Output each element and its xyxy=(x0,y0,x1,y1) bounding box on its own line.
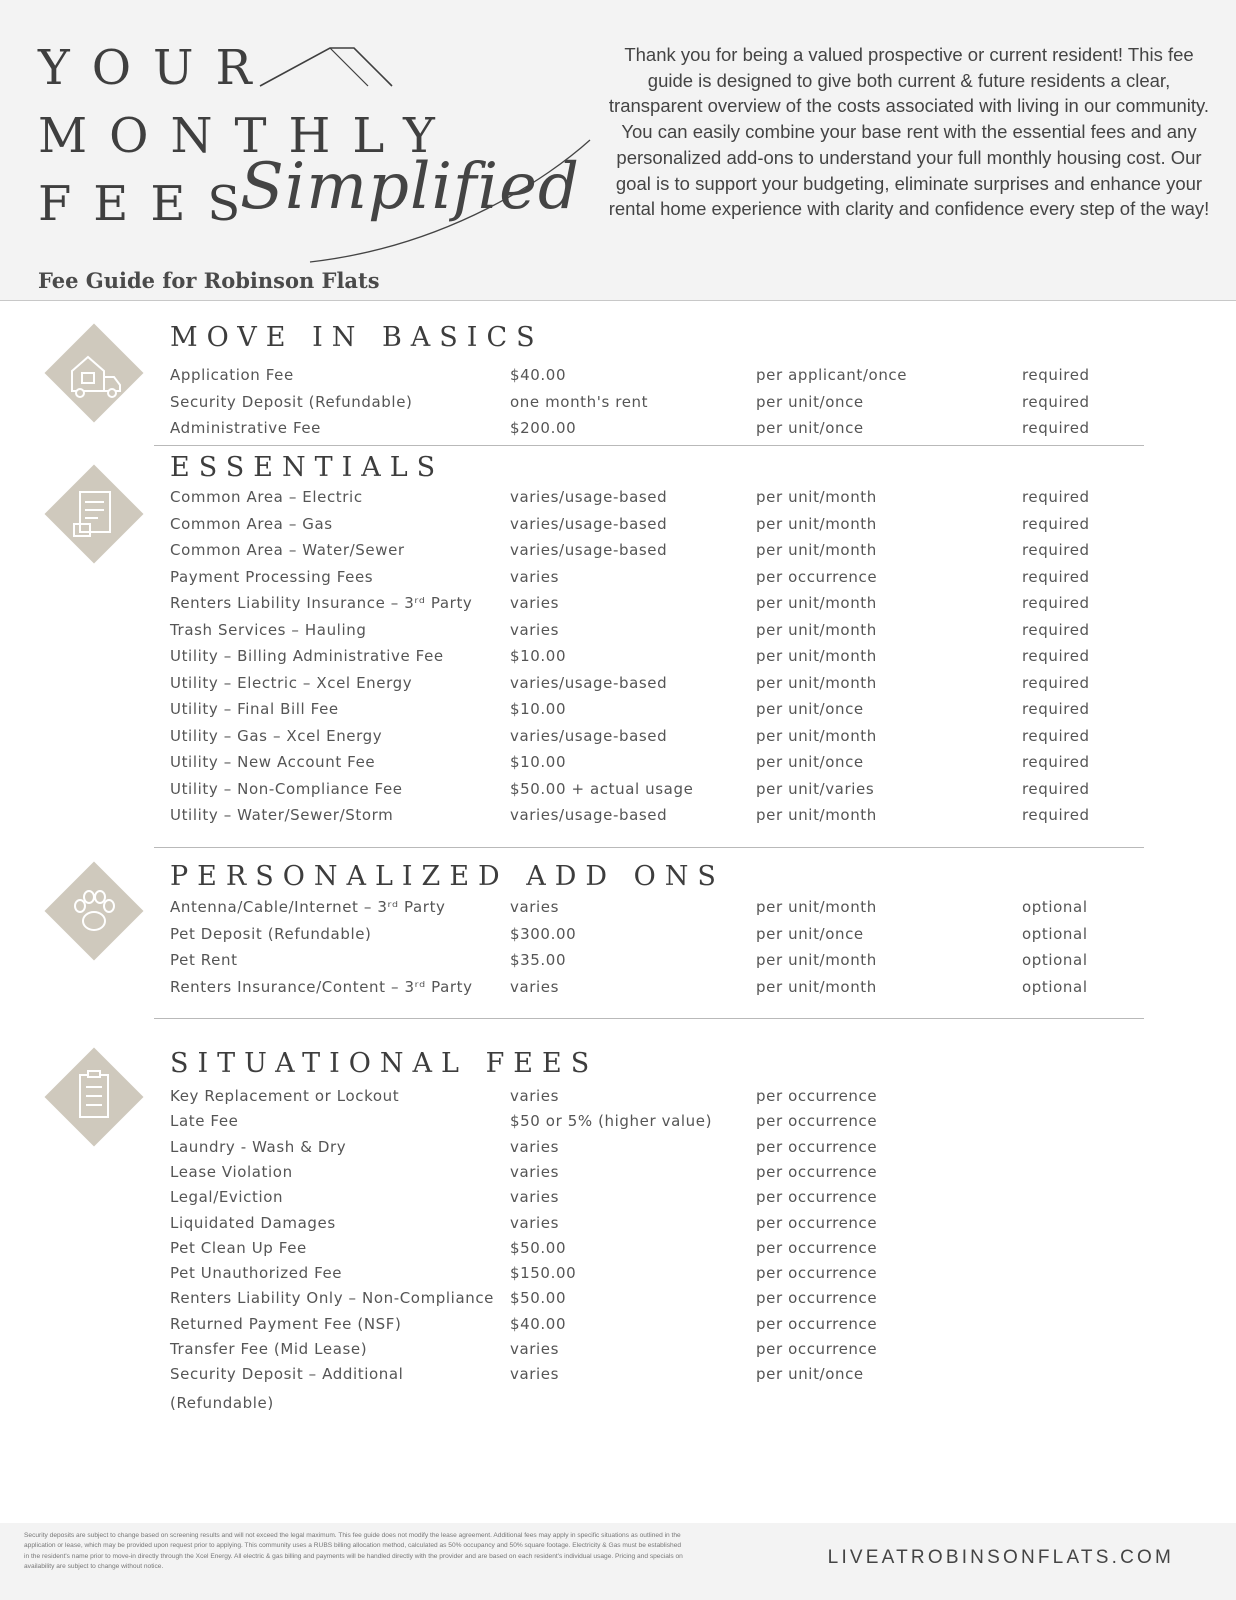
row-amount: varies xyxy=(510,620,560,639)
row-amount: $200.00 xyxy=(510,419,577,437)
row-requirement: required xyxy=(1022,726,1090,745)
row-amount: $10.00 xyxy=(510,647,567,665)
table-row xyxy=(170,1112,1100,1134)
table-row xyxy=(170,1289,1100,1311)
table-row xyxy=(170,674,1100,696)
table-row xyxy=(170,1365,1100,1387)
row-frequency: per occurrence xyxy=(756,1137,878,1156)
row-frequency: per unit/month xyxy=(756,951,877,969)
table-row xyxy=(170,488,1100,510)
row-frequency: per occurrence xyxy=(756,1314,878,1333)
row-frequency: per unit/once xyxy=(756,1365,864,1384)
row-amount: varies/usage-based xyxy=(510,514,668,533)
row-frequency: per unit/month xyxy=(756,726,877,745)
row-requirement: required xyxy=(1022,753,1090,771)
section-title-situational: SITUATIONAL FEES xyxy=(170,1048,599,1079)
website-link[interactable]: LIVEATROBINSONFLATS.COM xyxy=(827,1547,1174,1568)
row-frequency: per unit/varies xyxy=(756,779,875,798)
row-frequency: per unit/once xyxy=(756,392,864,411)
row-requirement: required xyxy=(1022,392,1090,411)
table-row xyxy=(170,594,1100,616)
table-row xyxy=(170,1264,1100,1286)
row-requirement: required xyxy=(1022,541,1090,559)
row-requirement: required xyxy=(1022,700,1090,718)
row-name: Antenna/Cable/Internet – 3ʳᵈ Party xyxy=(170,898,446,916)
row-amount: varies xyxy=(510,1162,560,1181)
row-frequency: per unit/month xyxy=(756,514,877,533)
table-row xyxy=(170,1214,1100,1236)
row-frequency: per unit/once xyxy=(756,924,864,943)
table-row xyxy=(170,1239,1100,1261)
table-row xyxy=(170,515,1100,537)
table-row xyxy=(170,925,1100,947)
row-frequency: per occurrence xyxy=(756,1213,878,1232)
row-amount: varies xyxy=(510,567,560,586)
section-title-addons: PERSONALIZED ADD ONS xyxy=(170,861,725,892)
row-frequency: per occurrence xyxy=(756,1289,878,1308)
row-requirement: optional xyxy=(1022,898,1088,916)
table-row xyxy=(170,1188,1100,1210)
paw-print-icon xyxy=(44,861,144,961)
utility-bill-icon xyxy=(44,464,144,564)
row-name: Utility – Water/Sewer/Storm xyxy=(170,806,394,824)
section-title-move-in: MOVE IN BASICS xyxy=(170,322,544,353)
row-requirement: required xyxy=(1022,488,1090,506)
table-row xyxy=(170,393,1100,415)
row-frequency: per unit/month xyxy=(756,673,877,692)
row-name: Payment Processing Fees xyxy=(170,567,374,586)
row-requirement: required xyxy=(1022,567,1090,586)
row-amount: varies xyxy=(510,1137,560,1156)
row-name: Late Fee xyxy=(170,1112,239,1131)
table-row xyxy=(170,647,1100,669)
row-name: Common Area – Water/Sewer xyxy=(170,541,405,559)
row-amount: varies/usage-based xyxy=(510,673,668,692)
table-row xyxy=(170,1340,1100,1362)
table-row xyxy=(170,898,1100,920)
row-frequency: per unit/month xyxy=(756,620,877,639)
row-name: Utility – New Account Fee xyxy=(170,753,376,771)
table-row xyxy=(170,366,1100,388)
moving-truck-house-icon xyxy=(44,323,144,423)
row-name: Pet Unauthorized Fee xyxy=(170,1264,343,1283)
row-amount: varies xyxy=(510,1188,560,1207)
row-amount: $10.00 xyxy=(510,753,567,771)
row-amount: $40.00 xyxy=(510,1314,567,1333)
row-requirement: optional xyxy=(1022,924,1088,943)
row-name: Lease Violation xyxy=(170,1162,293,1181)
row-name: Administrative Fee xyxy=(170,419,322,437)
divider xyxy=(154,445,1144,446)
row-amount: varies xyxy=(510,1365,560,1384)
row-name: Utility – Gas – Xcel Energy xyxy=(170,726,383,745)
row-name: Renters Insurance/Content – 3ʳᵈ Party xyxy=(170,977,473,996)
row-name: Utility – Final Bill Fee xyxy=(170,700,339,718)
row-name: Trash Services – Hauling xyxy=(170,620,367,639)
row-frequency: per unit/month xyxy=(756,541,877,559)
table-row xyxy=(170,1163,1100,1185)
row-amount: varies/usage-based xyxy=(510,726,668,745)
row-name: Pet Rent xyxy=(170,951,238,969)
row-amount: $10.00 xyxy=(510,700,567,718)
roof-line-icon xyxy=(258,44,398,92)
row-name: Security Deposit – Additional xyxy=(170,1365,404,1384)
row-name: Common Area – Gas xyxy=(170,514,333,533)
row-name: Common Area – Electric xyxy=(170,488,363,506)
title-script-simplified: Simplified xyxy=(240,150,580,224)
row-name: Renters Liability Insurance – 3ʳᵈ Party xyxy=(170,594,473,612)
row-frequency: per occurrence xyxy=(756,1188,878,1207)
row-amount: $150.00 xyxy=(510,1264,577,1283)
row-requirement: required xyxy=(1022,594,1090,612)
row-amount: varies xyxy=(510,1087,560,1105)
row-frequency: per unit/month xyxy=(756,594,877,612)
row-name: Liquidated Damages xyxy=(170,1213,336,1232)
row-requirement: optional xyxy=(1022,951,1088,969)
row-requirement: optional xyxy=(1022,977,1088,996)
row-amount: $35.00 xyxy=(510,951,567,969)
row-name: Pet Clean Up Fee xyxy=(170,1238,307,1257)
row-amount: $50.00 xyxy=(510,1289,567,1308)
subtitle: Fee Guide for Robinson Flats xyxy=(38,268,380,293)
row-amount: $50.00 + actual usage xyxy=(510,779,694,798)
row-name: Laundry - Wash & Dry xyxy=(170,1137,347,1156)
row-requirement: required xyxy=(1022,779,1090,798)
row-requirement: required xyxy=(1022,366,1090,384)
row-name: Renters Liability Only – Non-Compliance xyxy=(170,1289,495,1308)
row-amount: varies xyxy=(510,1213,560,1232)
row-name: Transfer Fee (Mid Lease) xyxy=(170,1340,368,1358)
row-amount: $50 or 5% (higher value) xyxy=(510,1112,713,1131)
row-requirement: required xyxy=(1022,806,1090,824)
row-frequency: per unit/month xyxy=(756,488,877,506)
table-row xyxy=(170,568,1100,590)
row-frequency: per occurrence xyxy=(756,1340,878,1358)
row-name: Utility – Billing Administrative Fee xyxy=(170,647,444,665)
row-frequency: per occurrence xyxy=(756,1238,878,1257)
script-flourish-icon xyxy=(300,136,600,266)
row-name: Utility – Non-Compliance Fee xyxy=(170,779,403,798)
table-row xyxy=(170,621,1100,643)
row-frequency: per occurrence xyxy=(756,1264,878,1283)
row-name: (Refundable) xyxy=(170,1394,274,1412)
row-frequency: per applicant/once xyxy=(756,366,908,384)
clipboard-checklist-icon xyxy=(44,1047,144,1147)
row-frequency: per unit/once xyxy=(756,700,864,718)
intro-paragraph: Thank you for being a valued prospective or current resident! This fee guide is designed to give both current & future residents a clear, transparent overview of the costs associated with living in our community. You can easily combine your base rent with the essential fees and any personalized add-ons to understand your full monthly housing cost. Our goal is to support your budgeting, eliminate surprises and enhance your rental home experience with clarity and confidence every step of the way! xyxy=(608,44,1210,220)
row-requirement: required xyxy=(1022,419,1090,437)
row-amount: varies xyxy=(510,1340,560,1358)
table-row xyxy=(170,541,1100,563)
row-amount: varies xyxy=(510,977,560,996)
row-frequency: per unit/month xyxy=(756,647,877,665)
row-frequency: per unit/month xyxy=(756,977,877,996)
table-row xyxy=(170,419,1100,441)
table-row xyxy=(170,806,1100,828)
table-row xyxy=(170,1087,1100,1109)
table-row xyxy=(170,951,1100,973)
row-frequency: per unit/month xyxy=(756,898,877,916)
row-frequency: per occurrence xyxy=(756,1112,878,1131)
row-requirement: required xyxy=(1022,514,1090,533)
table-row xyxy=(170,700,1100,722)
row-name: Legal/Eviction xyxy=(170,1188,284,1207)
row-amount: $40.00 xyxy=(510,366,567,384)
row-name: Utility – Electric – Xcel Energy xyxy=(170,673,413,692)
page-header xyxy=(0,0,1236,301)
table-row xyxy=(170,1138,1100,1160)
row-requirement: required xyxy=(1022,673,1090,692)
title-fees: FEES xyxy=(38,176,263,232)
row-frequency: per unit/once xyxy=(756,753,864,771)
title-monthly: MONTHLY xyxy=(38,108,457,164)
table-row xyxy=(170,1315,1100,1337)
row-amount: one month's rent xyxy=(510,392,649,411)
row-frequency: per occurrence xyxy=(756,1162,878,1181)
row-name: Application Fee xyxy=(170,366,294,384)
section-title-essentials: ESSENTIALS xyxy=(170,452,445,483)
situational-extra-line xyxy=(170,1394,1100,1416)
row-amount: varies/usage-based xyxy=(510,541,668,559)
table-row xyxy=(170,753,1100,775)
row-frequency: per occurrence xyxy=(756,1087,878,1105)
row-name: Returned Payment Fee (NSF) xyxy=(170,1314,402,1333)
title-your: YOUR xyxy=(38,40,274,96)
table-row xyxy=(170,780,1100,802)
row-name: Pet Deposit (Refundable) xyxy=(170,924,372,943)
row-requirement: required xyxy=(1022,620,1090,639)
row-amount: varies xyxy=(510,898,560,916)
divider xyxy=(154,847,1144,848)
row-name: Security Deposit (Refundable) xyxy=(170,392,413,411)
row-requirement: required xyxy=(1022,647,1090,665)
row-frequency: per unit/once xyxy=(756,419,864,437)
table-row xyxy=(170,727,1100,749)
fine-print: Security deposits are subject to change based on screening results and will not exceed the legal maximum. This fee guide does not modify the lease agreement. Additional fees may apply in specific situations as outlined in the application or lease, which may be provided upon request prior to applying. This community uses a RUBS billing allocation method, calculated as 50% occupancy and 50% square footage. Electricity & Gas must be established in the resident's name prior to move-in directly through the Xcel Energy. All electric & gas billing and payments will be handled directly with the provider and are based on each resident's individual usage. Pricing and specials on availability are subject to change without notice. xyxy=(24,1532,683,1571)
table-row xyxy=(170,978,1100,1000)
row-amount: $300.00 xyxy=(510,924,577,943)
row-frequency: per unit/month xyxy=(756,806,877,824)
divider xyxy=(154,1018,1144,1019)
row-amount: $50.00 xyxy=(510,1238,567,1257)
row-amount: varies xyxy=(510,594,560,612)
row-name: Key Replacement or Lockout xyxy=(170,1087,400,1105)
row-frequency: per occurrence xyxy=(756,567,878,586)
row-amount: varies/usage-based xyxy=(510,806,668,824)
page-footer xyxy=(0,1523,1236,1600)
row-amount: varies/usage-based xyxy=(510,488,668,506)
